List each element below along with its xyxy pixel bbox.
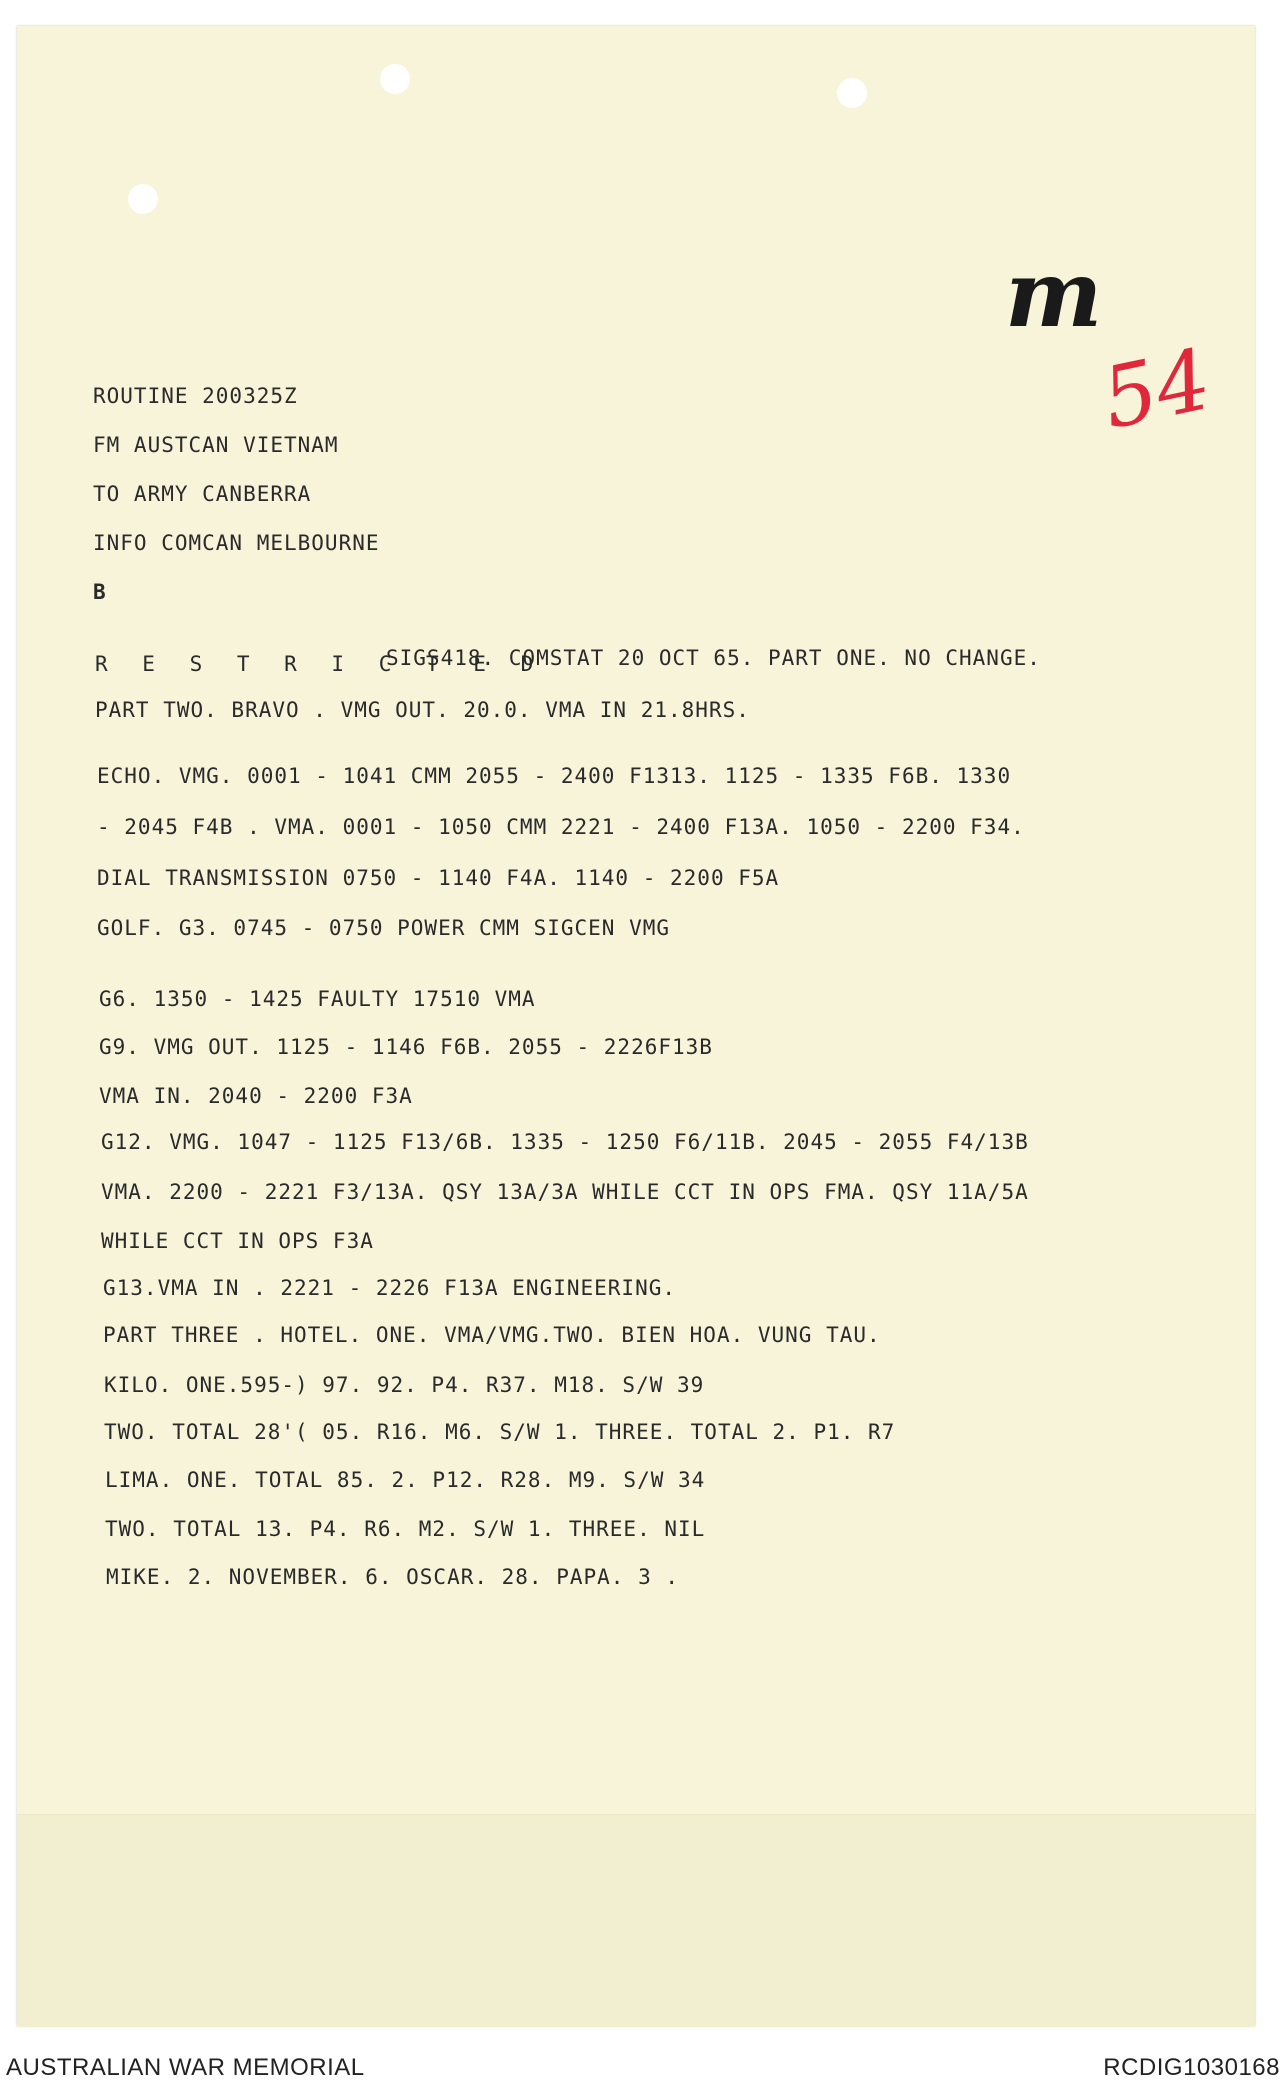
- body-line-2: PART TWO. BRAVO . VMG OUT. 20.0. VMA IN 21.8HRS.: [95, 698, 750, 722]
- header-marker: B: [93, 580, 107, 604]
- punch-hole-2: [837, 78, 867, 108]
- handwritten-folio-number: 54: [1093, 329, 1219, 449]
- body-line-1: SIGS418. COMSTAT 20 OCT 65. PART ONE. NO CHANGE.: [386, 646, 1041, 670]
- body-line-16: TWO. TOTAL 28'( 05. R16. M6. S/W 1. THREE. TOTAL 2. P1. R7: [104, 1420, 896, 1444]
- body-line-19: MIKE. 2. NOVEMBER. 6. OSCAR. 28. PAPA. 3 .: [106, 1565, 680, 1589]
- paper-fold: [17, 1814, 1255, 2027]
- body-line-11: VMA. 2200 - 2221 F3/13A. QSY 13A/3A WHILE CCT IN OPS FMA. QSY 11A/5A: [101, 1180, 1029, 1204]
- body-line-12: WHILE CCT IN OPS F3A: [101, 1229, 374, 1253]
- handwritten-initials: m: [1005, 240, 1103, 348]
- body-line-13: G13.VMA IN . 2221 - 2226 F13A ENGINEERING.: [103, 1276, 677, 1300]
- body-line-7: G6. 1350 - 1425 FAULTY 17510 VMA: [99, 987, 536, 1011]
- body-line-5: DIAL TRANSMISSION 0750 - 1140 F4A. 1140 - 2200 F5A: [97, 866, 780, 890]
- punch-hole-3: [128, 184, 158, 214]
- body-line-15: KILO. ONE.595-) 97. 92. P4. R37. M18. S/W 39: [104, 1373, 705, 1397]
- body-line-17: LIMA. ONE. TOTAL 85. 2. P12. R28. M9. S/W 34: [105, 1468, 706, 1492]
- header-to: TO ARMY CANBERRA: [93, 482, 312, 506]
- body-line-10: G12. VMG. 1047 - 1125 F13/6B. 1335 - 1250 F6/11B. 2045 - 2055 F4/13B: [101, 1130, 1029, 1154]
- body-line-6: GOLF. G3. 0745 - 0750 POWER CMM SIGCEN VMG: [97, 916, 671, 940]
- header-precedence: ROUTINE 200325Z: [93, 384, 298, 408]
- body-line-4: - 2045 F4B . VMA. 0001 - 1050 CMM 2221 - 2400 F13A. 1050 - 2200 F34.: [97, 815, 1025, 839]
- classification-restricted: R E S T R I C T E D: [95, 652, 545, 676]
- header-from: FM AUSTCAN VIETNAM: [93, 433, 339, 457]
- footer-archive-id: RCDIG1030168: [1103, 2054, 1280, 2081]
- header-info: INFO COMCAN MELBOURNE: [93, 531, 380, 555]
- body-line-18: TWO. TOTAL 13. P4. R6. M2. S/W 1. THREE. NIL: [105, 1517, 706, 1541]
- footer-archive-name: AUSTRALIAN WAR MEMORIAL: [6, 2054, 365, 2081]
- body-line-3: ECHO. VMG. 0001 - 1041 CMM 2055 - 2400 F1313. 1125 - 1335 F6B. 1330: [97, 764, 1012, 788]
- punch-hole-1: [380, 64, 410, 94]
- body-line-14: PART THREE . HOTEL. ONE. VMA/VMG.TWO. BIEN HOA. VUNG TAU.: [103, 1323, 881, 1347]
- body-line-8: G9. VMG OUT. 1125 - 1146 F6B. 2055 - 2226F13B: [99, 1035, 713, 1059]
- body-line-9: VMA IN. 2040 - 2200 F3A: [99, 1084, 413, 1108]
